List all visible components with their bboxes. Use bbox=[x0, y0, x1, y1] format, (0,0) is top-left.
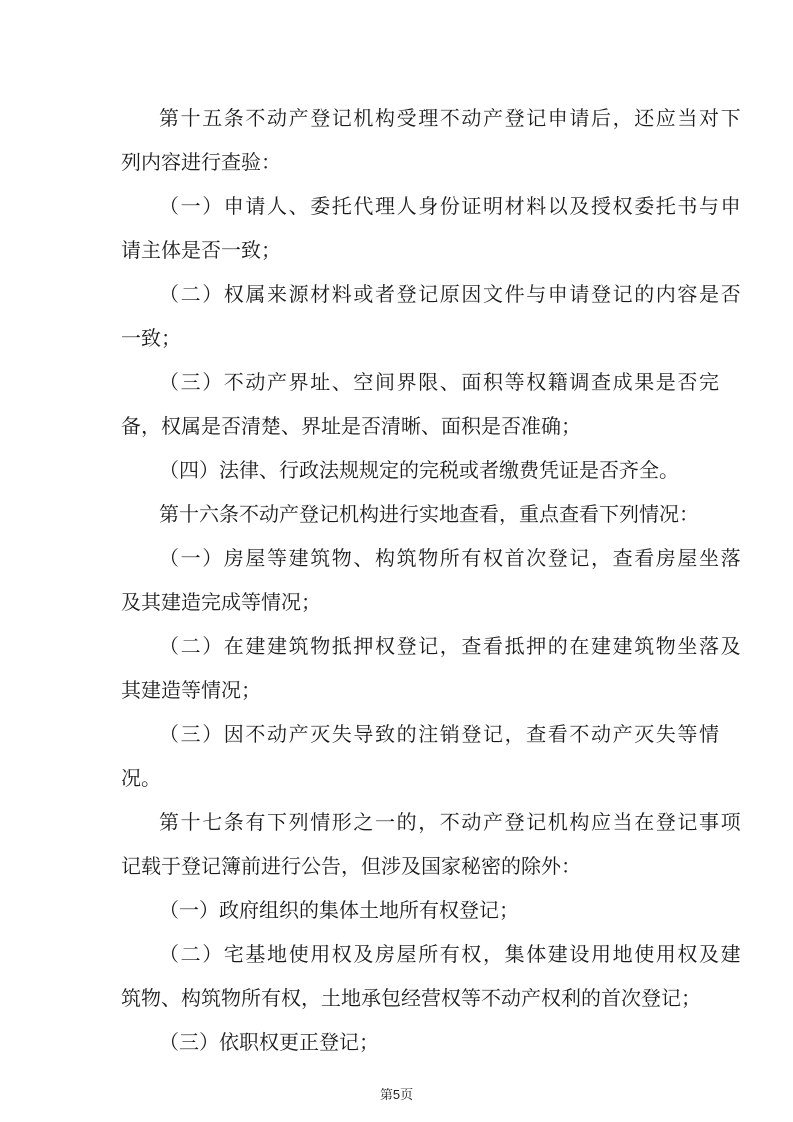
text-line: 请主体是否一致； bbox=[121, 238, 281, 262]
text-line: （二）在建建筑物抵押权登记，查看抵押的在建建筑物坐落及 bbox=[159, 634, 743, 658]
text-line: 列内容进行查验： bbox=[121, 150, 281, 174]
text-line: 及其建造完成等情况； bbox=[121, 590, 321, 614]
text-line: 第十六条不动产登记机构进行实地查看，重点查看下列情况： bbox=[159, 502, 699, 526]
text-line: 况。 bbox=[121, 766, 161, 790]
text-line: （三）依职权更正登记； bbox=[159, 1030, 379, 1054]
text-line: 记载于登记簿前进行公告，但涉及国家秘密的除外： bbox=[121, 854, 581, 878]
text-line: 第十五条不动产登记机构受理不动产登记申请后，还应当对下 bbox=[159, 106, 743, 130]
text-line: （一）政府组织的集体土地所有权登记； bbox=[159, 898, 519, 922]
text-line: （二）宅基地使用权及房屋所有权，集体建设用地使用权及建 bbox=[159, 942, 743, 966]
text-line: 备，权属是否清楚、界址是否清晰、面积是否准确； bbox=[121, 414, 581, 438]
page-number: 第5页 bbox=[379, 1087, 414, 1102]
text-line: 一致； bbox=[121, 326, 181, 350]
text-line: （二）权属来源材料或者登记原因文件与申请登记的内容是否 bbox=[159, 282, 743, 306]
text-line: （一）申请人、委托代理人身份证明材料以及授权委托书与申 bbox=[159, 194, 743, 218]
text-line: 筑物、构筑物所有权，土地承包经营权等不动产权利的首次登记； bbox=[121, 986, 701, 1010]
text-line: 其建造等情况； bbox=[121, 678, 261, 702]
text-line: （四）法律、行政法规规定的完税或者缴费凭证是否齐全。 bbox=[159, 458, 679, 482]
text-line: （一）房屋等建筑物、构筑物所有权首次登记，查看房屋坐落 bbox=[159, 546, 743, 570]
text-line: （三）不动产界址、空间界限、面积等权籍调查成果是否完 bbox=[159, 370, 721, 394]
text-line: 第十七条有下列情形之一的，不动产登记机构应当在登记事项 bbox=[159, 810, 743, 834]
text-line: （三）因不动产灭失导致的注销登记，查看不动产灭失等情 bbox=[159, 722, 721, 746]
